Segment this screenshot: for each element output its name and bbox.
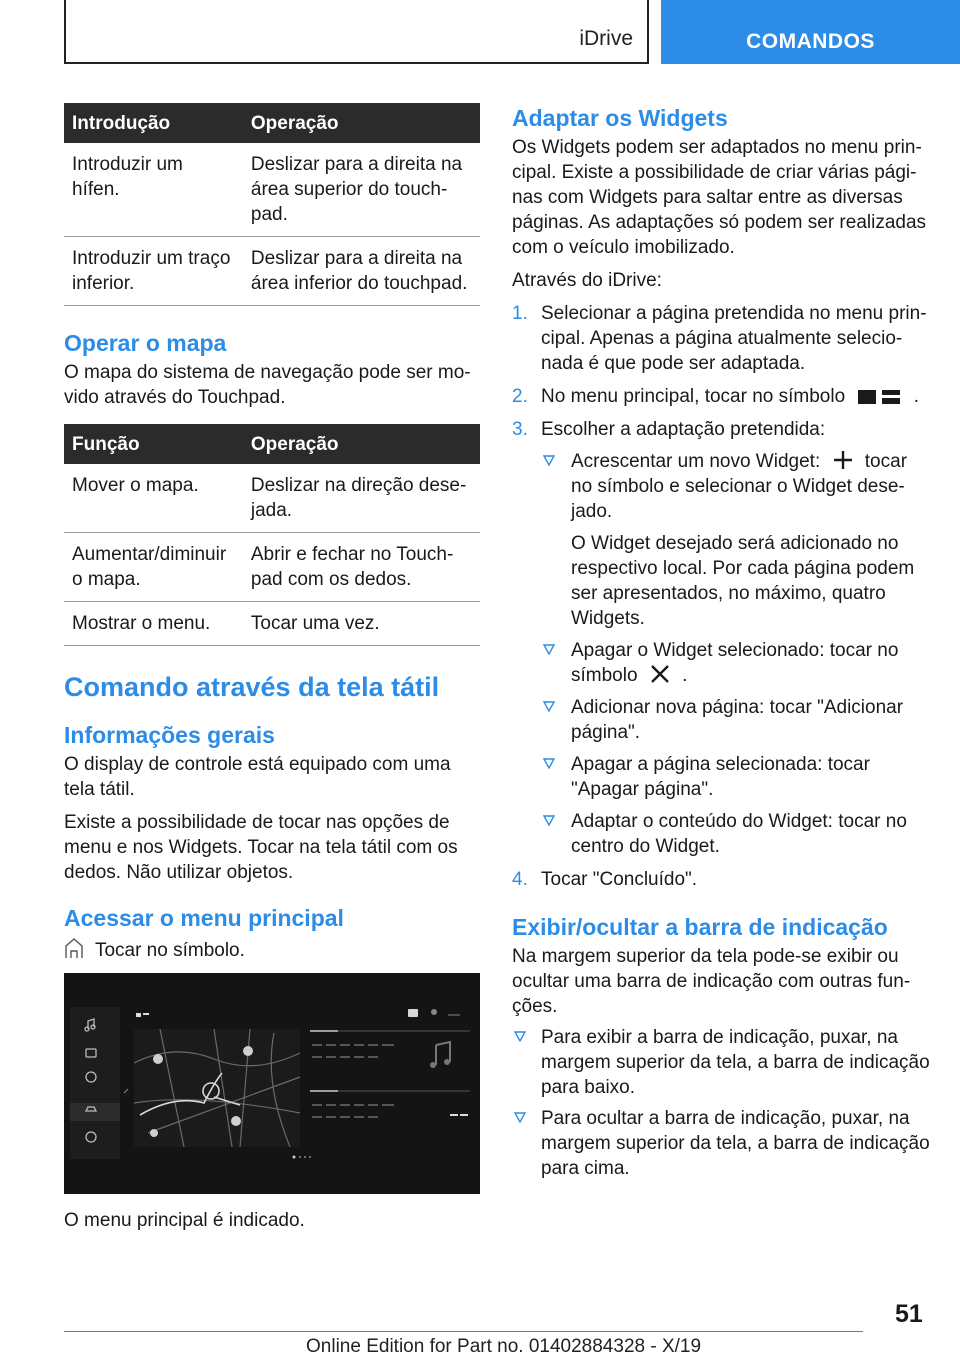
section-heading-general: Informações gerais — [64, 722, 275, 748]
table-cell: Deslizar na direção dese-jada. — [243, 464, 480, 533]
option-text: Adaptar o conteúdo do Widget: tocar no centro do Widget. — [571, 811, 907, 857]
option-text: Adicionar nova página: tocar "Adicionar página". — [571, 697, 904, 743]
table-cell: Introduzir um traço inferior. — [64, 237, 243, 306]
bullet-triangle-icon — [543, 757, 555, 769]
table-cell: Deslizar para a direita na área inferior do touchpad. — [243, 237, 480, 306]
list-item — [541, 752, 932, 802]
widgets-paragraph-2: Através do iDrive: — [512, 270, 662, 291]
bullet-triangle-icon — [543, 700, 555, 712]
option-text: Apagar o Widget selecionado: tocar no símbolo — [571, 640, 899, 686]
list-item — [512, 1106, 932, 1181]
table-row — [64, 143, 480, 237]
step-number: 2. — [512, 386, 528, 407]
step-text: Tocar "Concluído". — [541, 869, 698, 890]
table-cell: Aumentar/diminuir o mapa. — [64, 533, 243, 602]
table-cell: Introduzir um hífen. — [64, 143, 243, 237]
option-text-cont: tocar no símbolo e selecionar o Widget dese-jado. — [571, 451, 908, 522]
step-text-end: . — [913, 386, 919, 407]
touch-paragraph-1: O display de controle está equipado com uma tela tátil. — [64, 754, 451, 800]
step-text: Selecionar a página pretendida no menu prin-cipal. Apenas a página atualmente selecio-nada é que pode ser adaptada. — [541, 303, 927, 374]
main-menu-screen-image — [64, 973, 480, 1194]
option-note: O Widget desejado será adicionado no respectivo local. Por cada página podem ser apresentados, no máximo, quatro Widgets. — [571, 533, 915, 629]
map-text: O mapa do sistema de navegação pode ser mo-vido através do Touchpad. — [64, 362, 471, 408]
status-bar-bullets — [512, 1025, 932, 1181]
section-heading-map: Operar o mapa — [64, 330, 227, 356]
table-header: Função — [64, 424, 243, 464]
table-cell: Deslizar para a direita na área superior do touch-pad. — [243, 143, 480, 237]
step-number: 4. — [512, 869, 528, 890]
option-text: Acrescentar um novo Widget: — [571, 451, 821, 472]
step-text: Escolher a adaptação pretendida: — [541, 419, 826, 440]
status-bar-text: Na margem superior da tela pode-se exibir ou ocultar uma barra de indicação com outras fun-ções. — [512, 946, 911, 1017]
bullet-triangle-icon — [543, 814, 555, 826]
list-item — [541, 638, 932, 688]
home-icon — [64, 937, 84, 959]
left-column — [64, 103, 480, 1233]
list-item — [541, 809, 932, 859]
footer-divider — [64, 1331, 863, 1332]
option-text-end: . — [682, 665, 688, 686]
plus-icon — [832, 449, 854, 471]
access-text-line — [64, 937, 480, 963]
header-chapter-title: COMANDOS — [746, 30, 875, 53]
touch-paragraph-2: Existe a possibilidade de tocar nas opções de menu e nos Widgets. Tocar na tela tátil com os dedos. Não utilizar objetos. — [64, 812, 458, 883]
table-row — [64, 237, 480, 306]
adaptation-options — [541, 449, 932, 859]
table-cell: Mostrar o menu. — [64, 602, 243, 646]
list-item — [512, 867, 932, 892]
bullet-text: Para exibir a barra de indicação, puxar, na margem superior da tela, a barra de indicação para baixo. — [541, 1027, 930, 1098]
bullet-triangle-icon — [543, 643, 555, 655]
widgets-paragraph-1: Os Widgets podem ser adaptados no menu prin-cipal. Existe a possibilidade de criar várias pági-nas com Widgets para saltar entre as diversas páginas. As adaptações só podem ser realizadas com o veículo imobilizado. — [512, 137, 927, 258]
step-number: 1. — [512, 303, 528, 324]
list-item — [512, 417, 932, 859]
table-cell: Mover o mapa. — [64, 464, 243, 533]
list-item — [512, 384, 932, 409]
header-section-box — [64, 0, 649, 64]
close-icon — [649, 663, 671, 685]
section-heading-status-bar: Exibir/ocultar a barra de indicação — [512, 914, 888, 940]
table-header: Operação — [243, 103, 480, 143]
list-item — [512, 1025, 932, 1100]
table-row — [64, 602, 480, 646]
bullet-triangle-icon — [514, 1030, 526, 1042]
widgets-steps — [512, 301, 932, 892]
map-table — [64, 424, 480, 646]
bullet-triangle-icon — [514, 1111, 526, 1123]
table-row — [64, 464, 480, 533]
main-menu-grid-icon — [856, 388, 902, 406]
bullet-text: Para ocultar a barra de indicação, puxar, na margem superior da tela, a barra de indicação para cima. — [541, 1108, 930, 1179]
right-column — [512, 103, 932, 1181]
input-table — [64, 103, 480, 306]
page-number: 51 — [895, 1300, 923, 1328]
screenshot-caption: O menu principal é indicado. — [64, 1210, 305, 1231]
step-text: No menu principal, tocar no símbolo — [541, 386, 846, 407]
chapter-heading-touch: Comando através da tela tátil — [64, 672, 440, 702]
table-header: Introdução — [64, 103, 243, 143]
option-text: Apagar a página selecionada: tocar "Apagar página". — [571, 754, 870, 800]
header-section-title: iDrive — [579, 27, 633, 50]
list-item — [512, 301, 932, 376]
list-item — [541, 695, 932, 745]
table-cell: Tocar uma vez. — [243, 602, 480, 646]
main-menu-screenshot — [64, 973, 480, 1194]
section-heading-widgets: Adaptar os Widgets — [512, 105, 728, 131]
table-header: Operação — [243, 424, 480, 464]
table-cell: Abrir e fechar no Touch-pad com os dedos. — [243, 533, 480, 602]
list-item — [541, 449, 932, 631]
section-heading-main-menu: Acessar o menu principal — [64, 905, 344, 931]
access-text: Tocar no símbolo. — [94, 940, 245, 961]
footer-edition: Online Edition for Part no. 01402884328 - X/19 — [306, 1336, 702, 1357]
header-chapter-box — [661, 0, 960, 64]
step-number: 3. — [512, 419, 528, 440]
bullet-triangle-icon — [543, 454, 555, 466]
table-row — [64, 533, 480, 602]
